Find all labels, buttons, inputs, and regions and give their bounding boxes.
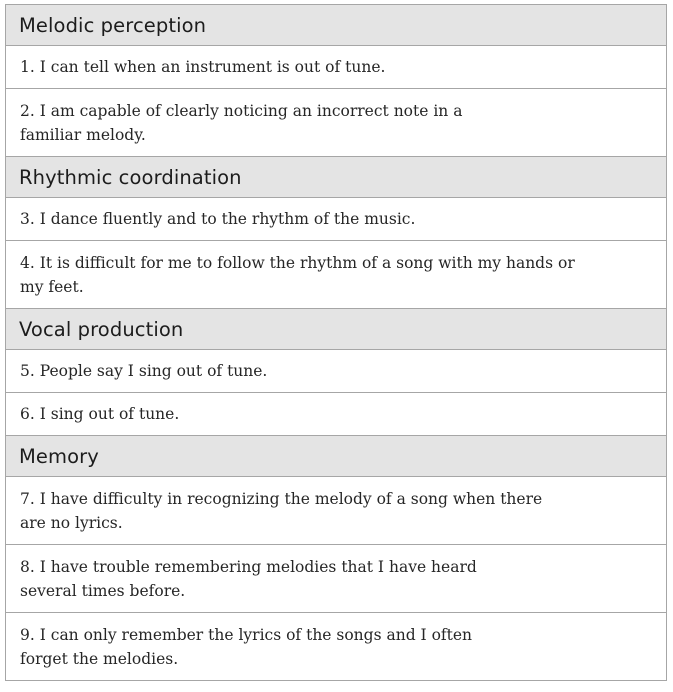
item-text: 8. I have trouble remembering melodies that I have heard several times before. [20,557,477,600]
item-cell [6,241,667,309]
item-text: 6. I sing out of tune. [20,405,180,423]
table-row [6,198,667,241]
item-cell [6,545,667,613]
table-row [6,613,667,681]
section-header-rhythmic-coordination [6,157,667,198]
section-title: Vocal production [6,309,667,350]
table-row [6,241,667,309]
table-row [6,350,667,393]
section-title: Rhythmic coordination [6,157,667,198]
item-cell [6,477,667,545]
section-header-memory [6,436,667,477]
table-row [6,545,667,613]
questionnaire-table [5,4,667,681]
table-row [6,46,667,89]
item-text: 5. People say I sing out of tune. [20,362,268,380]
item-cell [6,198,667,241]
section-header-melodic-perception [6,5,667,46]
item-text: 7. I have difficulty in recognizing the melody of a song when there are no lyrics. [20,489,543,532]
item-cell [6,89,667,157]
item-cell [6,393,667,436]
item-cell [6,350,667,393]
item-text: 4. It is difficult for me to follow the rhythm of a song with my hands or my feet. [20,253,575,296]
section-title: Melodic perception [6,5,667,46]
item-text: 2. I am capable of clearly noticing an incorrect note in a familiar melody. [20,101,463,144]
item-cell [6,613,667,681]
item-cell [6,46,667,89]
section-header-vocal-production [6,309,667,350]
item-text: 9. I can only remember the lyrics of the songs and I often forget the melodies. [20,625,473,668]
table-row [6,393,667,436]
table-row [6,89,667,157]
item-text: 1. I can tell when an instrument is out of tune. [20,58,386,76]
section-title: Memory [6,436,667,477]
table-row [6,477,667,545]
item-text: 3. I dance fluently and to the rhythm of the music. [20,210,416,228]
